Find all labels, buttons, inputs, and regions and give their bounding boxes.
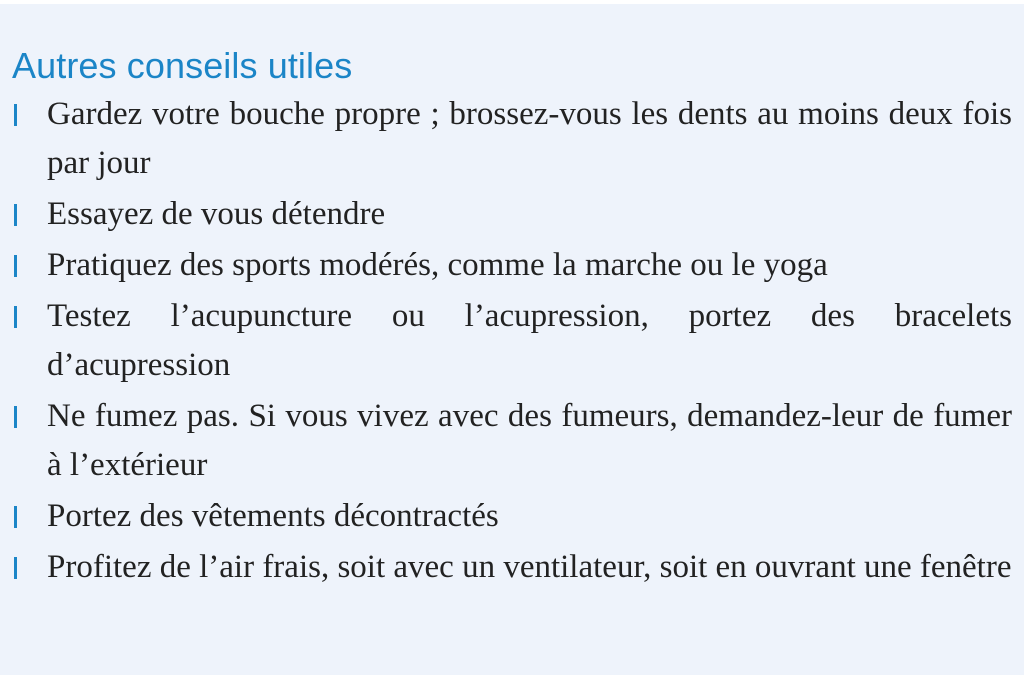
bullet-bar-icon bbox=[14, 255, 17, 277]
list-item bbox=[12, 543, 1012, 592]
section-title: Autres conseils utiles bbox=[12, 45, 353, 86]
list-item bbox=[12, 241, 1012, 290]
list-item bbox=[12, 292, 1012, 390]
tip-text: Ne fumez pas. Si vous vivez avec des fumeurs, demandez-leur de fumer à l’extérieur bbox=[47, 398, 1012, 483]
bullet-bar-icon bbox=[14, 557, 17, 579]
tip-text: Pratiquez des sports modérés, comme la marche ou le yoga bbox=[47, 247, 828, 283]
bullet-bar-icon bbox=[14, 506, 17, 528]
bullet-bar-icon bbox=[14, 306, 17, 328]
tips-panel bbox=[0, 4, 1024, 675]
bullet-bar-icon bbox=[14, 406, 17, 428]
bullet-bar-icon bbox=[14, 104, 17, 126]
list-item bbox=[12, 90, 1012, 188]
list-item bbox=[12, 392, 1012, 490]
tips-list bbox=[12, 90, 1012, 592]
tip-text: Portez des vêtements décontractés bbox=[47, 498, 499, 534]
tip-text: Gardez votre bouche propre ; brossez-vous les dents au moins deux fois par jour bbox=[47, 96, 1012, 181]
list-item bbox=[12, 492, 1012, 541]
tip-text: Essayez de vous détendre bbox=[47, 196, 386, 232]
list-item bbox=[12, 190, 1012, 239]
tip-text: Testez l’acupuncture ou l’acupression, portez des bracelets d’acupression bbox=[47, 298, 1012, 383]
tip-text: Profitez de l’air frais, soit avec un ventilateur, soit en ouvrant une fenêtre bbox=[47, 549, 1012, 585]
bullet-bar-icon bbox=[14, 204, 17, 226]
